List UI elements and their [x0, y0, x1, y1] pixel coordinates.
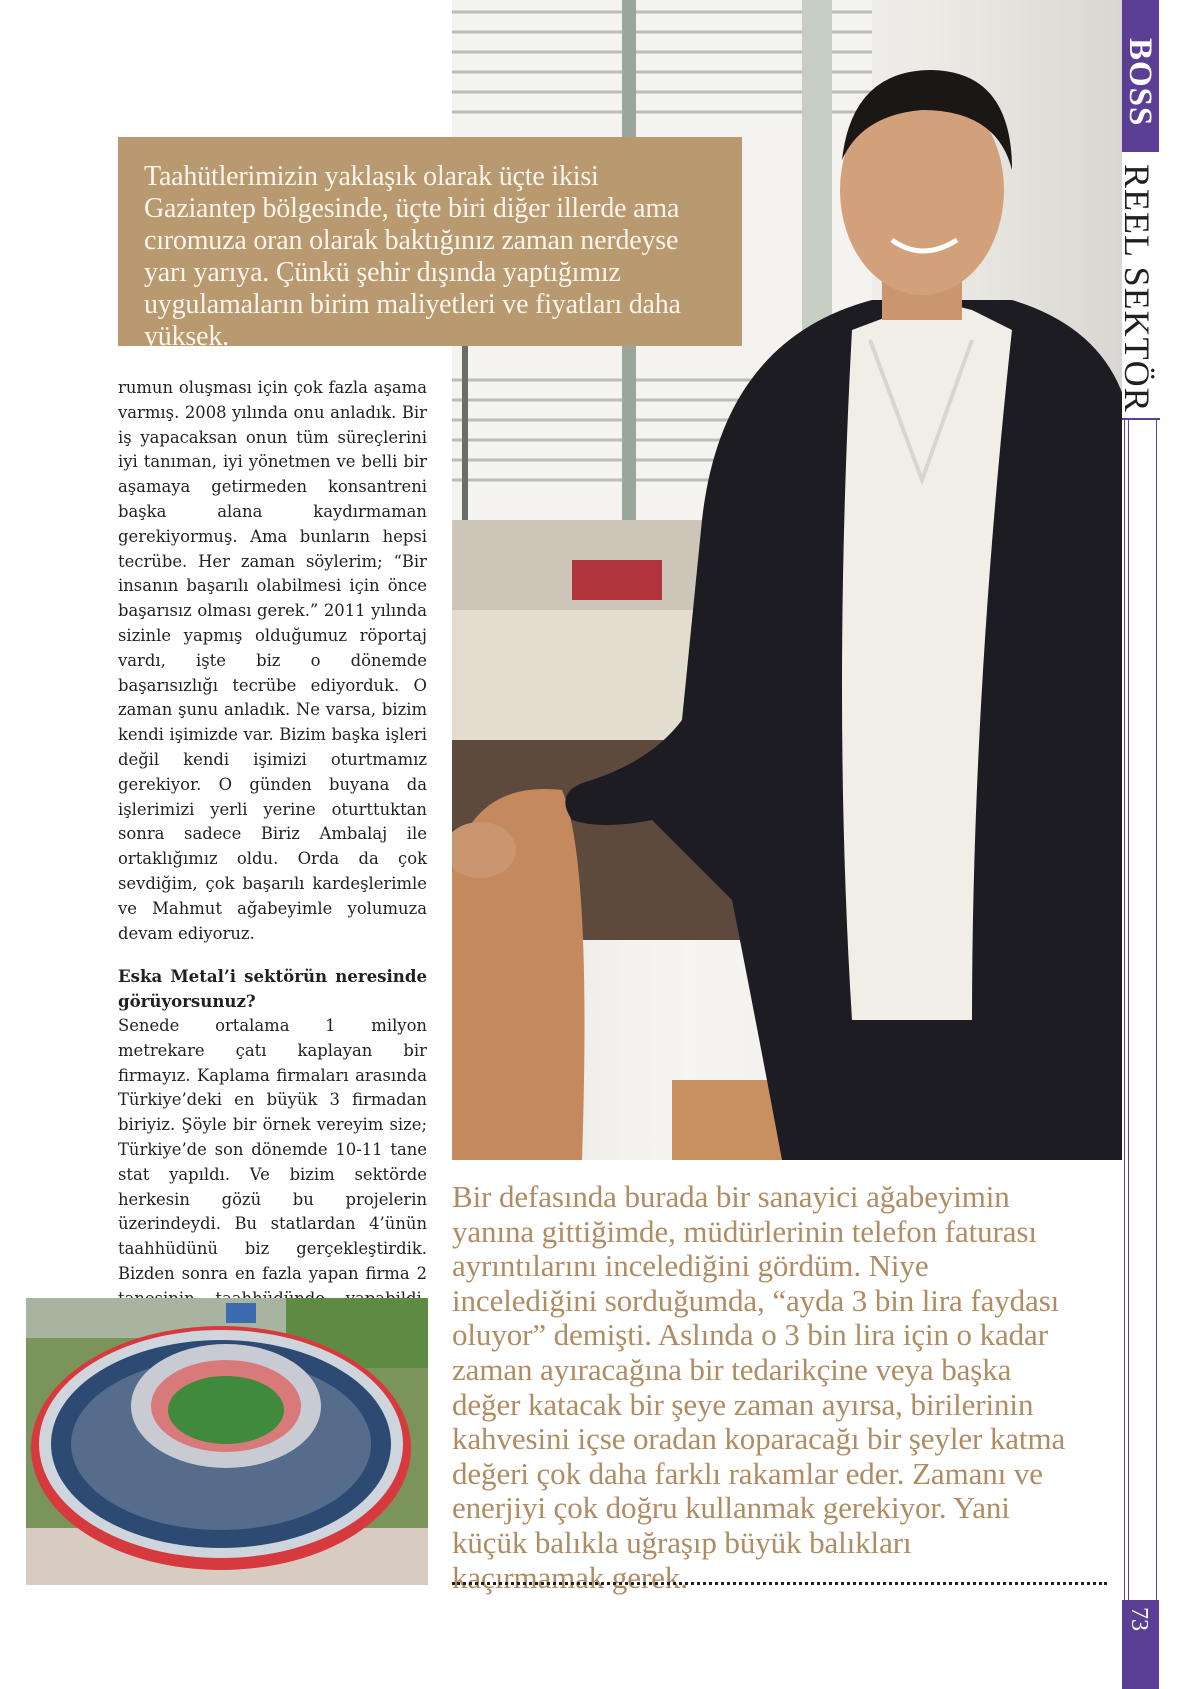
sidebar-rule [1122, 418, 1160, 420]
highlight-quote-box [118, 137, 742, 352]
pull-quote: Bir defasında burada bir sanayici ağabeyimin yanına gittiğimde, müdürlerinin telefon faturası ayrıntılarını incelediğini gördüm. Niye incelediğini sorduğumda, “ayda 3 bin lira faydası oluyor” demişti. Aslında o 3 bin lira için o kadar zaman ayıracağına bir tedarikçine veya başka değer katacak bir şeye zaman ayırsa, birilerinin kahvesini içse oradan koparacağı bir şeyler katma değeri çok daha farklı rakamlar eder. Zamanı ve enerjiyi çok doğru kullanmak gerekiyor. Yani küçük balıkla uğraşıp büyük balıkları kaçırmamak gerek. [452, 1179, 1066, 1595]
sidebar-rule [1156, 420, 1157, 1600]
page-number: 73 [1126, 1607, 1152, 1631]
section-brand-label: BOSS [1122, 38, 1158, 127]
article-body [118, 376, 427, 1386]
stadium-photo [26, 1298, 428, 1585]
sidebar-rule [1128, 420, 1129, 1600]
body-paragraph: rumun oluşması için çok fazla aşama varmış. 2008 yılında onu anladık. Bir iş yapacaksan onun tüm süreçlerini iyi tanıman, iyi yönetmen ve belli bir aşamaya getirmeden konsantreni başka alana kaydırmaman gerekiyormuş. Ama bunların hepsi tecrübe. Her zaman söylerim; “Bir insanın başarılı olabilmesi için önce başarısız olması gerek.” 2011 yılında sizinle yapmış olduğumuz röportaj vardı, işte biz o dönemde başarısızlığı tecrübe ediyorduk. O zaman şunu anladık. Ne varsa, bizim kendi işimizde var. Bizim başka işleri değil kendi işimizi oturtmamız gerekiyor. O günden buyana da işlerimizi yerli yerine oturttuktan sonra sadece Biriz Ambalaj ile ortaklığımız oldu. Orda da çok sevdiğim, çok başarılı kardeşlerimle ve Mahmut ağabeyimle yolumuza devam ediyoruz. [118, 378, 427, 943]
highlight-quote-text: Taahütlerimizin yaklaşık olarak üçte ikisi Gaziantep bölgesinde, üçte biri diğer illerde ama cıromuza oran olarak baktığınız zaman nerdeyse yarı yarıya. Çünkü şehir dışında yaptığımız uygulamaların birim maliyetleri ve fiyatları daha yüksek. [144, 161, 681, 352]
section-name-label: REEL SEKTÖR [1117, 164, 1157, 413]
body-paragraph: Senede ortalama 1 milyon metrekare çatı kaplayan bir firmayız. Kaplama firmaları arasında Türkiye’deki en büyük 3 firmadan biriyiz. Şöyle bir örnek vereyim size; Türkiye’de son dönemde 10-11 tane stat yapıldı. Ve bizim sektörde herkesin gözü bu projelerin üzerindeydi. Bu statlardan 4’ünün taahhüdünü biz gerçekleştirdik. Bizden sonra en fazla yapan firma 2 [118, 1015, 427, 1283]
sidebar-rule [1124, 420, 1125, 1600]
dotted-divider [452, 1582, 1107, 1585]
interview-question: Eska Metal’i sektörün neresinde görüyorsunuz? [118, 966, 427, 1012]
